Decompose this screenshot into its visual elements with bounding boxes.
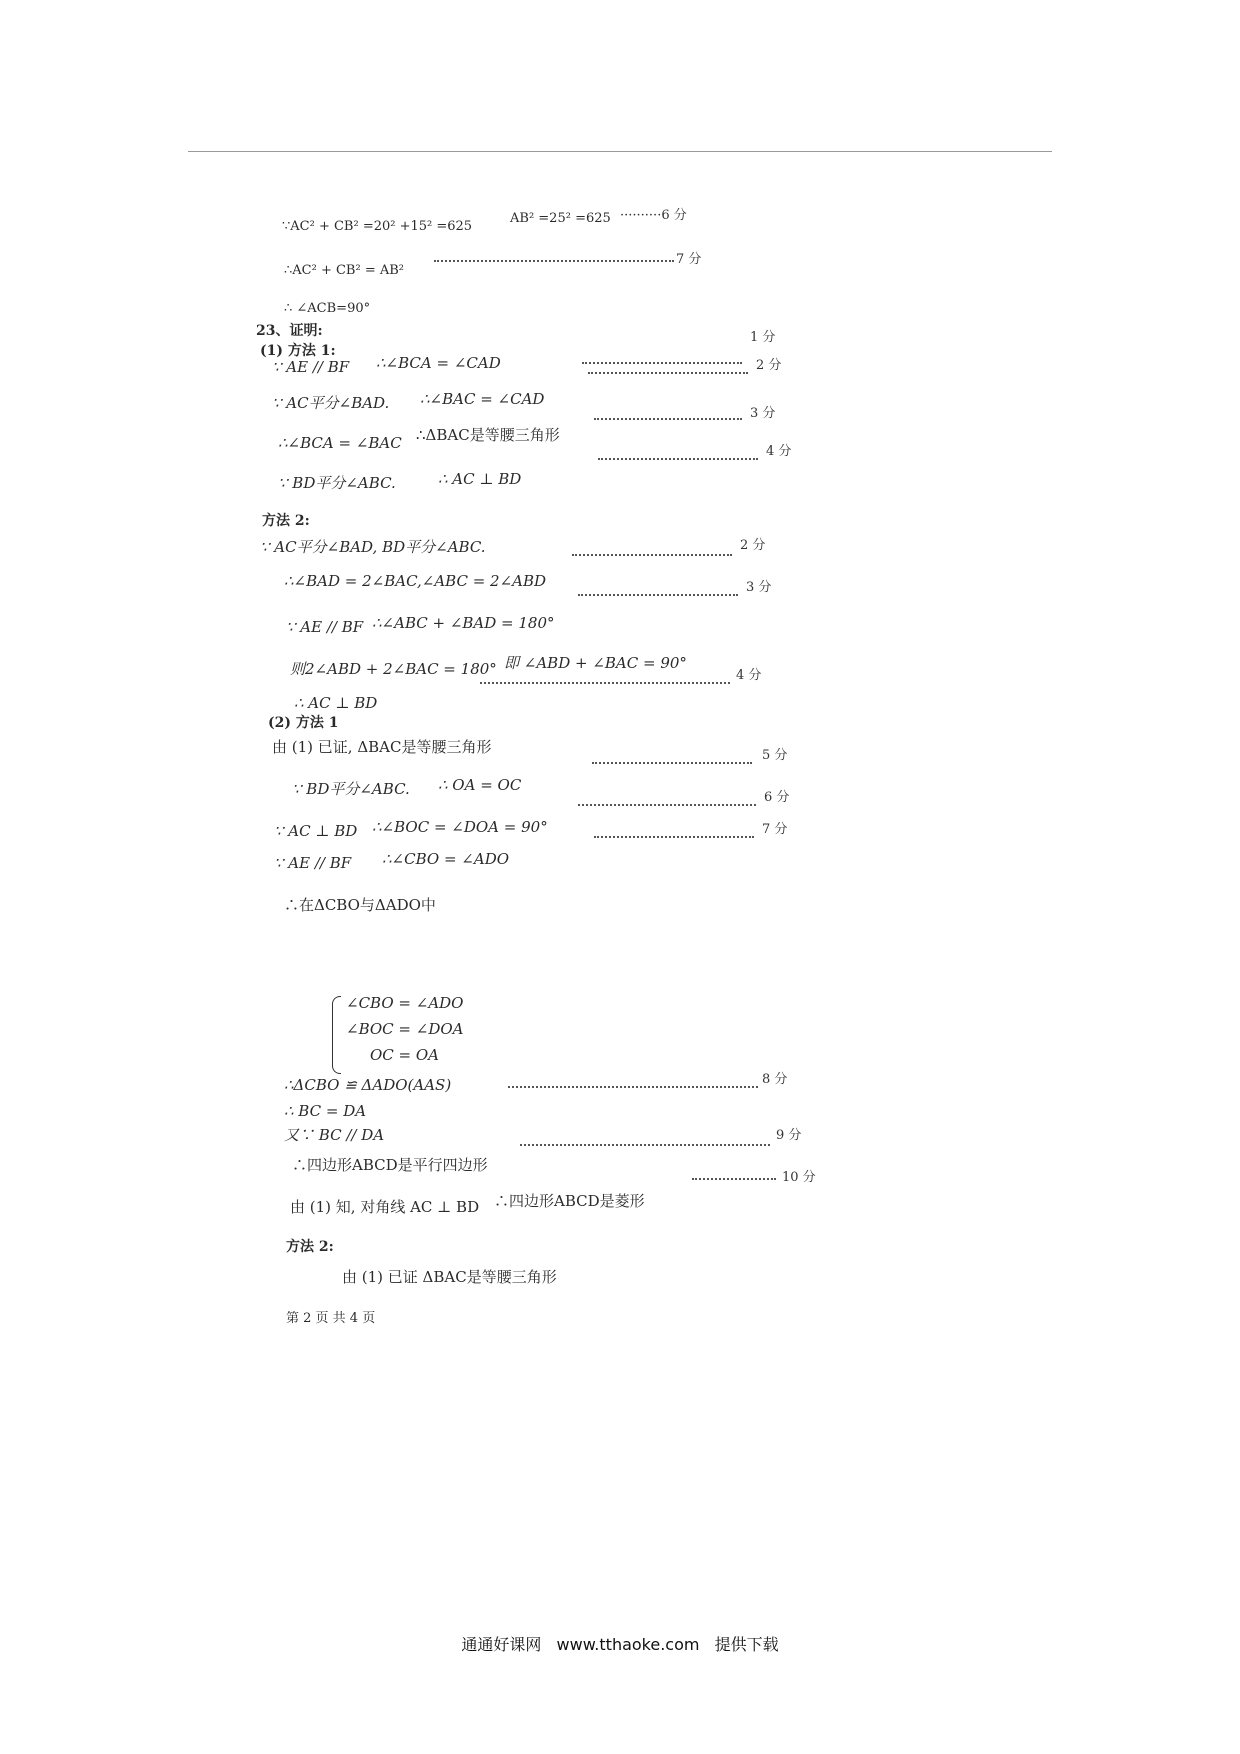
p2-step3-given: ∵ AC ⊥ BD <box>274 822 358 840</box>
m1-step2-result: ∴∠BAC = ∠CAD <box>420 390 545 408</box>
system-eq2: ∠BOC = ∠DOA <box>346 1020 464 1038</box>
m2-step3-conclusion: 即 ∠ABD + ∠BAC = 90° <box>504 654 687 672</box>
score-leader <box>520 1144 770 1146</box>
score-5: 5 分 <box>762 748 788 763</box>
score-leader <box>594 836 754 838</box>
score-leader <box>588 372 748 374</box>
m1-step4-given: ∵ BD平分∠ABC. <box>278 474 396 492</box>
m1-step4-result: ∴ AC ⊥ BD <box>438 470 522 488</box>
p2-rhombus-reason: 由 (1) 知, 对角线 AC ⊥ BD <box>290 1198 480 1216</box>
m1-step2-given: ∵ AC平分∠BAD. <box>272 394 390 412</box>
m2-step2-result: ∴∠ABC + ∠BAD = 180° <box>372 614 555 632</box>
score-6b: 6 分 <box>764 790 790 805</box>
p2-parallelogram: ∴四边形ABCD是平行四边形 <box>292 1156 488 1174</box>
header-rule <box>188 151 1052 152</box>
m1-step3-given: ∴∠BCA = ∠BAC <box>278 434 402 452</box>
score-leader <box>598 458 758 460</box>
scanned-answer-sheet <box>256 208 952 1326</box>
p2-step2-given: ∵ BD平分∠ABC. <box>292 780 410 798</box>
score-leader <box>594 418 742 420</box>
score-leader <box>582 362 742 364</box>
m2-step3: 则2∠ABD + 2∠BAC = 180° <box>290 660 497 678</box>
p2-bc-eq-da: ∴ BC = DA <box>284 1102 367 1120</box>
score-leader <box>578 594 738 596</box>
system-eq1: ∠CBO = ∠ADO <box>346 994 464 1012</box>
score-m2-2: 2 分 <box>740 538 766 553</box>
score-m2-3: 3 分 <box>746 580 772 595</box>
p2-step1: 由 (1) 已证, ΔBAC是等腰三角形 <box>272 738 492 756</box>
footer-note: 提供下载 <box>714 1635 779 1654</box>
line-right-angle: ∴ ∠ACB=90° <box>284 301 371 316</box>
line-ab-square: AB² =25² =625 <box>510 211 611 226</box>
score-2: 2 分 <box>756 358 782 373</box>
p2-method2-heading: 方法 2: <box>286 1239 334 1255</box>
score-m2-4: 4 分 <box>736 668 762 683</box>
score-4: 4 分 <box>766 444 792 459</box>
p2-step4-given: ∵ AE // BF <box>274 854 352 872</box>
page-footer <box>0 1632 1240 1655</box>
question-23-heading: 23、证明: <box>256 323 323 339</box>
part2-method1-heading: (2) 方法 1 <box>268 715 339 731</box>
m2-step4: ∴ AC ⊥ BD <box>294 694 378 712</box>
m2-step2-given: ∵ AE // BF <box>286 618 364 636</box>
score-6: ··········6 分 <box>620 208 687 223</box>
score-9: 9 分 <box>776 1128 802 1143</box>
score-7b: 7 分 <box>762 822 788 837</box>
system-eq3: OC = OA <box>370 1046 440 1064</box>
p2-rhombus-conclusion: ∴四边形ABCD是菱形 <box>494 1192 645 1210</box>
part1-method1-heading: (1) 方法 1: <box>260 343 336 359</box>
p2-bc-parallel-da: 又∵ BC // DA <box>284 1126 385 1144</box>
m2-step1: ∴∠BAD = 2∠BAC,∠ABC = 2∠ABD <box>284 572 547 590</box>
footer-site-name: 通通好课网 <box>461 1635 542 1654</box>
p2-step2-result: ∴ OA = OC <box>438 776 522 794</box>
p2-triangles-intro: ∴在ΔCBO与ΔADO中 <box>284 896 436 914</box>
system-brace <box>332 996 341 1074</box>
p2-step4-result: ∴∠CBO = ∠ADO <box>382 850 510 868</box>
footer-url[interactable]: www.tthaoke.com <box>556 1635 700 1654</box>
method2-heading: 方法 2: <box>262 513 310 529</box>
score-leader <box>592 762 752 764</box>
m1-step1-given: ∵ AE // BF <box>272 358 350 376</box>
score-leader <box>578 804 756 806</box>
score-leader <box>692 1178 776 1180</box>
p2-method2-step1: 由 (1) 已证 ΔBAC是等腰三角形 <box>342 1268 557 1286</box>
m2-given: ∵ AC平分∠BAD, BD平分∠ABC. <box>260 538 486 556</box>
cut-off-page-number: 第 2 页 共 4 页 <box>286 1311 376 1326</box>
score-leader <box>572 554 732 556</box>
score-10: 10 分 <box>782 1170 816 1185</box>
score-leader <box>434 260 674 262</box>
line-ac-cb-sum: ∵AC² + CB² =20² +15² =625 <box>282 219 473 234</box>
p2-step3-result: ∴∠BOC = ∠DOA = 90° <box>372 818 548 836</box>
score-1: 1 分 <box>750 330 776 345</box>
score-3: 3 分 <box>750 406 776 421</box>
score-8: 8 分 <box>762 1072 788 1087</box>
m1-step1-result: ∴∠BCA = ∠CAD <box>376 354 501 372</box>
line-pythagorean: ∴AC² + CB² = AB² <box>284 263 404 278</box>
score-7: 7 分 <box>676 252 702 267</box>
score-leader <box>508 1086 758 1088</box>
p2-congruence: ∴ΔCBO ≌ ΔADO(AAS) <box>284 1076 452 1094</box>
m1-step3-result: ∴ΔBAC是等腰三角形 <box>416 426 560 444</box>
score-leader <box>480 682 730 684</box>
